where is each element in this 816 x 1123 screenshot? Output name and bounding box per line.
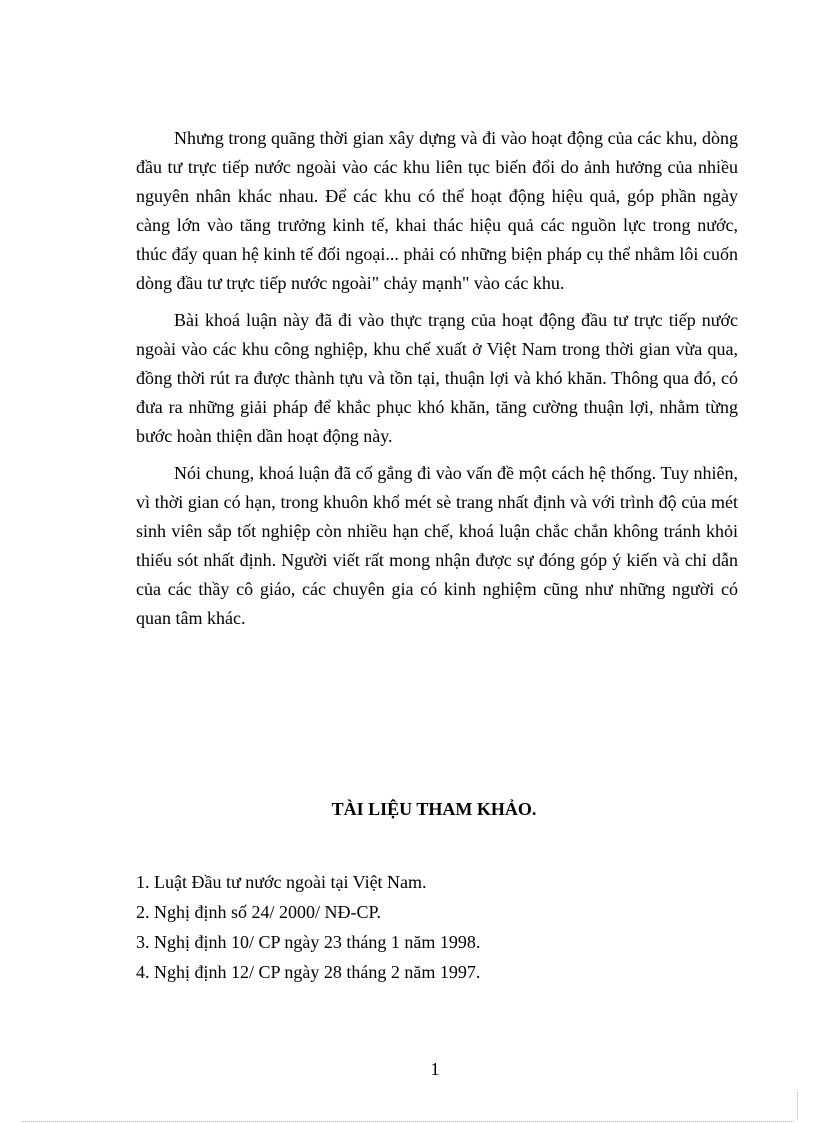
- references-heading: TÀI LIỆU THAM KHẢO.: [331, 799, 537, 819]
- reference-item: 3. Nghị định 10/ CP ngày 23 tháng 1 năm 1998.: [136, 932, 481, 952]
- references-list: [136, 867, 480, 987]
- page-bottom-border: [22, 1121, 794, 1122]
- paragraph: Nói chung, khoá luận đã cố gắng đi vào vấn đề một cách hệ thống. Tuy nhiên, vì thời gian có hạn, trong khuôn khổ mét sè trang nhất định và với trình độ của mét sinh viên sắp tốt nghiệp còn nhiều hạn chế, khoá luận chắc chắn không tránh khỏi thiếu sót nhất định. Người viết rất mong nhận được sự đóng góp ý kiến và chỉ dẫn của các thầy cô giáo, các chuyên gia có kinh nghiệm cũng như những người có quan tâm khác.: [136, 463, 738, 628]
- reference-item: 1. Luật Đầu tư nước ngoài tại Việt Nam.: [136, 872, 427, 892]
- reference-item: 2. Nghị định số 24/ 2000/ NĐ-CP.: [136, 902, 382, 922]
- page-number: 1: [430, 1059, 440, 1079]
- body-text: [136, 124, 738, 641]
- reference-item: 4. Nghị định 12/ CP ngày 28 tháng 2 năm 1997.: [136, 962, 481, 982]
- paragraph: Bài khoá luận này đã đi vào thực trạng của hoạt động đầu tư trực tiếp nước ngoài vào các khu công nghiệp, khu chế xuất ở Việt Nam trong thời gian vừa qua, đồng thời rút ra được thành tựu và tồn tại, thuận lợi và khó khăn. Thông qua đó, có đưa ra những giải pháp để khắc phục khó khăn, tăng cường thuận lợi, nhằm từng bước hoàn thiện dần hoạt động này.: [136, 310, 738, 446]
- paragraph: Nhưng trong quãng thời gian xây dựng và đi vào hoạt động của các khu, dòng đầu tư trực tiếp nước ngoài vào các khu liên tục biến đổi do ảnh hưởng của nhiều nguyên nhân khác nhau. Để các khu có thể hoạt động hiệu quả, góp phần ngày càng lớn vào tăng trưởng kinh tế, khai thác hiệu quả các nguồn lực trong nước, thúc đẩy quan hệ kinh tế đối ngoại... phải có những biện pháp cụ thể nhằm lôi cuốn dòng đầu tư trực tiếp nước ngoài" chảy mạnh" vào các khu.: [136, 128, 738, 293]
- page-margin-marker: [797, 1092, 798, 1120]
